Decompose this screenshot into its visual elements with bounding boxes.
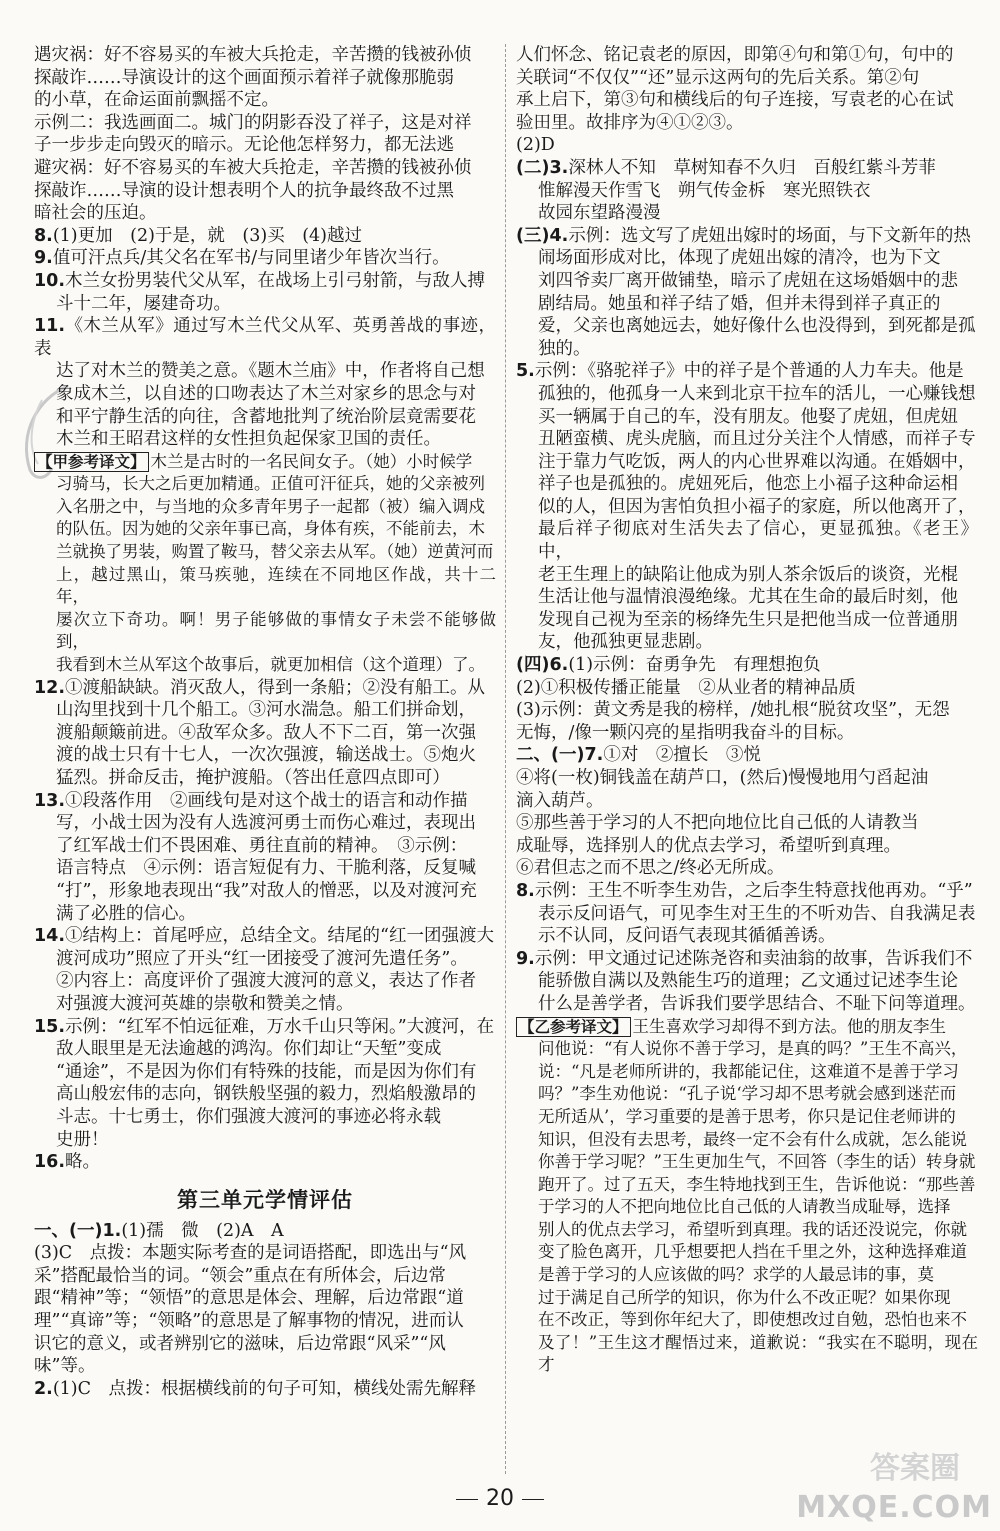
text-line: 采”搭配最恰当的词。“领会”重点在有所体会，后边常 — [34, 1265, 446, 1286]
text-line: 满了必胜的信心。 — [56, 903, 196, 924]
text-line: 对强渡大渡河英雄的崇敬和赞美之情。 — [56, 993, 354, 1014]
text-line: (3)示例：黄文秀是我的榜样，/她扎根“脱贫攻坚”，无怨 — [516, 700, 950, 721]
text-line: 关联词“不仅仅”“还”显示这两句的先后关系。第②句 — [516, 67, 920, 88]
text-line: 示例：王生不听李生劝告，之后李生特意找他再劝。“乎” — [534, 880, 973, 901]
answer-item — [34, 677, 496, 790]
text-line: 知识，但没有去思考，最终一定不会有什么成就，怎么能说 — [538, 1129, 967, 1149]
answer-item — [34, 925, 496, 1015]
text-line: (1)C 点拨：根据横线前的句子可知，横线处需先解释 — [52, 1378, 477, 1399]
text-line: 探敲诈……导演的设计想表明个人的抗争最终敌不过黑 — [34, 180, 454, 201]
text-line: 于学习的人不把向地位比自己低的人请教当成耻辱，选择 — [538, 1197, 951, 1217]
text-line: 说：“凡是老师所讲的，我都能记住，这难道不是善于学习 — [538, 1061, 959, 1081]
text-line: 示例：选文写了虎妞出嫁时的场面，与下文新年的热 — [568, 225, 971, 246]
text-line: 示例：《骆驼祥子》中的祥子是个普通的人力车夫。他是 — [534, 361, 964, 382]
text-line: 剧结局。她虽和祥子结了婚，但并未得到祥子真正的 — [538, 293, 941, 314]
question-number: 一、(一)1. — [34, 1220, 122, 1241]
question-number: (二)3. — [516, 157, 569, 178]
text-line: ④将(一枚)铜钱盖在葫芦口，(然后)慢慢地用勺舀起油 — [516, 768, 929, 788]
text-line: 的队伍。因为她的父亲年事已高，身体有疾，不能前去，木 — [56, 519, 485, 539]
text-line: 成耻辱，选择别人的优点去学习，希望听到真理。 — [516, 835, 901, 856]
question-number: 12. — [34, 677, 66, 698]
text-line: 及了！”王生这才醒悟过来，道歉说：“我实在不聪明，现在才 — [538, 1332, 978, 1375]
text-line: 孤独的，他孤身一人来到北京干拉车的活儿，一心赚钱想 — [538, 383, 976, 404]
text-line: 暗社会的压迫。 — [34, 203, 157, 224]
answer-text — [516, 812, 978, 857]
text-line: 识它的意义，或者辨别它的滋味，后边常跟“风采”“风 — [34, 1333, 446, 1354]
answer-text — [516, 699, 978, 744]
text-line: (3)C 点拨：本题实际考查的是词语搭配，即选出与“风 — [34, 1243, 467, 1264]
answer-item — [516, 157, 978, 225]
text-line: 示例：“红军不怕远征难，万水千山只等闲。”大渡河，在 — [65, 1016, 495, 1037]
answer-item — [34, 1378, 496, 1401]
question-number: 8. — [516, 880, 535, 901]
text-line: 问他说：“有人说你不善于学习，是真的吗？”王生不高兴， — [538, 1039, 968, 1059]
text-line: 象成木兰，以自述的口吻表达了木兰对家乡的思念与对 — [56, 383, 476, 404]
text-line: 发现自己视为至亲的杨绛先生只是把他当成一位普通朋 — [538, 609, 958, 630]
text-line: 表示反问语气，可见李生对王生的不听劝告、自我满足表 — [538, 903, 976, 924]
text-line: 无悔，/像一颗闪亮的星指明我奋斗的目标。 — [516, 722, 855, 743]
left-column — [34, 44, 496, 1400]
answer-text — [516, 44, 978, 134]
text-line: 示例二：我选画面二。城门的阴影吞没了祥子，这是对祥 — [34, 112, 472, 133]
question-number: 13. — [34, 790, 66, 811]
text-line: 独的。 — [538, 338, 591, 359]
answer-text — [516, 857, 978, 880]
answer-item — [34, 247, 496, 270]
text-line: 敌人眼里是无法逾越的鸿沟。你们却让“天堑”变成 — [56, 1039, 442, 1060]
text-line: 的小草，在命运面前飘摇不定。 — [34, 90, 279, 111]
text-line: 高山般宏伟的志向，钢铁般坚强的毅力，烈焰般激昂的 — [56, 1084, 476, 1105]
translation-tag: 【乙参考译文】 — [516, 1017, 631, 1037]
text-line: 最后祥子彻底对生活失去了信心，更显孤独。《老王》中， — [538, 519, 978, 563]
text-line: ①段落作用 ②画线句是对这个战士的语言和动作描 — [65, 790, 468, 811]
answer-text — [516, 767, 978, 812]
text-line: ⑤那些善于学习的人不把向地位比自己低的人请教当 — [516, 813, 919, 834]
text-line: 似的人，但因为害怕负担小福子的家庭，所以他离开了， — [538, 496, 976, 517]
question-number: 8. — [34, 225, 53, 246]
text-line: 生活让他与温情浪漫绝缘。尤其在生命的最后时刻，他 — [538, 587, 958, 608]
text-line: 别人的优点去学习，希望听到真理。我的话还没说完，你就 — [538, 1219, 967, 1239]
translation-block — [516, 1016, 978, 1378]
question-number: 10. — [34, 270, 66, 291]
text-line: 滴入葫芦。 — [516, 790, 604, 811]
text-line: 木兰是古时的一名民间女子。（她）小时候学 — [150, 451, 473, 471]
text-line: 验田里。故排序为④①②③。 — [516, 112, 744, 133]
answer-item — [516, 744, 978, 767]
text-line: 跟“精神”等；“领悟”的意思是体会、理解，后边常跟“道 — [34, 1288, 464, 1309]
text-line: 和平宁静生活的向往，含蓄地批判了统治阶层竟需要花 — [56, 406, 476, 427]
text-line: 是善于学习的人应该做的吗？求学的人最忌讳的事，莫 — [538, 1265, 934, 1285]
text-line: 避灾祸：好不容易买的车被大兵抢走，辛苦攒的钱被孙侦 — [34, 157, 472, 178]
question-number: (四)6. — [516, 655, 569, 676]
text-line: 惟解漫天作雪飞 朔气传金柝 寒光照铁衣 — [538, 180, 871, 201]
text-line: 友，他孤独更显悲剧。 — [538, 632, 713, 653]
answer-item — [516, 360, 978, 654]
translation-tag: 【甲参考译文】 — [34, 452, 149, 472]
text-line: 渡河成功”照应了开头“红一团接受了渡河先遣任务”。 — [56, 948, 468, 969]
text-line: (1)示例：奋勇争先 有理想抱负 — [568, 655, 821, 676]
text-line: (1)孺 微 (2)A A — [121, 1220, 284, 1241]
answer-text — [34, 44, 496, 112]
answer-item — [34, 790, 496, 926]
question-number: 15. — [34, 1016, 66, 1037]
text-line: 语言特点 ④示例：语言短促有力、干脆利落，反复喊 — [56, 858, 476, 879]
text-line: 注于靠力气吃饭，两人的内心世界难以沟通。在婚姻中， — [538, 451, 976, 472]
answer-item — [34, 1220, 496, 1243]
text-line: 什么是善学者，告诉我们要学思结合、不耻下问等道理。 — [538, 993, 976, 1014]
answer-item — [516, 654, 978, 677]
text-line: 理”“真谛”等；“领略”的意思是了解事物的情况，进而认 — [34, 1311, 464, 1332]
text-line: 你善于学习呢？”王生更加生气，不回答（李生的话）转身就 — [538, 1152, 976, 1172]
text-line: 人们怀念、铭记袁老的原因，即第④句和第①句，句中的 — [516, 45, 954, 65]
text-line: (2)①积极传播正能量 ②从业者的精神品质 — [516, 677, 856, 698]
text-line: 吗？”李生劝他说：“孔子说‘学习却不思考就会感到迷茫而 — [538, 1084, 957, 1104]
text-line: 爱，父亲也离她远去，她好像什么也没得到，到死都是孤 — [538, 316, 976, 337]
text-line: 味”等。 — [34, 1356, 96, 1377]
text-line: 猛烈。拼命反击，掩护渡船。（答出任意四点即可） — [56, 768, 450, 788]
text-line: 斗志。十七勇士，你们强渡大渡河的事迹必将永载 — [56, 1106, 441, 1127]
text-line: 深林人不知 草树知春不久归 百般红紫斗芳菲 — [568, 157, 936, 178]
text-line: 示不认同，反问语气表现其循循善诱。 — [538, 926, 836, 947]
text-line: 了红军战士们不畏困难、勇往直前的精神。 ③示例： — [56, 835, 468, 856]
answer-item — [516, 880, 978, 948]
answer-item — [34, 1016, 496, 1152]
question-number: 16. — [34, 1152, 66, 1173]
text-line: (2)D — [516, 135, 555, 156]
text-line: 略。 — [65, 1152, 101, 1173]
text-line: 无所适从’，学习重要的是善于思考，你只是记住老师讲的 — [538, 1106, 956, 1126]
question-number: 5. — [516, 361, 535, 382]
question-number: 9. — [34, 248, 53, 269]
text-line: 渡的战士只有十七人，一次次强渡，输送战士。⑤炮火 — [56, 745, 476, 766]
text-line: 上，越过黑山，策马疾驰，连续在不同地区作战，共十二年， — [56, 564, 496, 607]
text-line: 斗十二年，屡建奇功。 — [56, 293, 231, 314]
text-line: 祥子也是孤独的。虎妞死后，他恋上小福子这种命运相 — [538, 474, 958, 495]
text-line: 王生喜欢学习却得不到方法。他的朋友李生 — [632, 1016, 947, 1036]
answer-item — [34, 315, 496, 451]
answer-text — [34, 112, 496, 225]
answer-item — [516, 225, 978, 361]
text-line: 探敲诈……导演设计的这个画面预示着祥子就像那脆弱 — [34, 67, 454, 88]
text-line: 屡次立下奇功。啊！男子能够做的事情女子未尝不能够做到， — [56, 609, 496, 652]
right-column — [516, 44, 978, 1377]
text-line: 刘四爷卖厂离开做铺垫，暗示了虎妞在这场婚姻中的悲 — [538, 270, 958, 291]
text-line: 子一步步走向毁灭的暗示。无论他怎样努力，都无法逃 — [34, 135, 454, 156]
answer-item — [34, 270, 496, 315]
text-line: 值可汗点兵/其父名在军书/与同里诸少年皆次当行。 — [52, 248, 450, 269]
question-number: 14. — [34, 926, 66, 947]
answer-item — [34, 225, 496, 248]
question-number: 2. — [34, 1378, 53, 1399]
text-line: 示例：甲文通过记述陈尧咨和卖油翁的故事，告诉我们不 — [534, 948, 973, 969]
text-line: 承上启下，第③句和横线后的句子连接，写袁老的心在试 — [516, 90, 954, 111]
text-line: 达了对木兰的赞美之意。《题木兰庙》中，作者将自己想 — [56, 361, 485, 382]
answer-item — [34, 1151, 496, 1174]
text-line: 《木兰从军》通过写木兰代父从军、英勇善战的事迹，表 — [34, 316, 496, 359]
text-line: ②内容上：高度评价了强渡大渡河的意义，表达了作者 — [56, 971, 476, 992]
text-line: 在不改正，等到你年纪大了，即使想改过自勉，恐怕也来不 — [538, 1310, 967, 1330]
answer-text — [34, 1242, 496, 1378]
text-line: 木兰和王昭君这样的女性担负起保家卫国的责任。 — [56, 429, 441, 450]
page-number: 20 — [0, 1486, 1000, 1511]
watermark: MXQE.COM — [796, 1490, 992, 1525]
text-line: “通途”，不是因为你们有特殊的技能，而是因为你们有 — [56, 1061, 477, 1082]
text-line: 变了脸色离开，几乎想要把人挡在千里之外，这种选择难道 — [538, 1242, 967, 1262]
watermark-logo: 答案圈 — [870, 1451, 960, 1486]
text-line: (1)更加 (2)于是，就 (3)买 (4)越过 — [52, 225, 362, 246]
answer-text — [516, 134, 978, 157]
column-divider — [505, 44, 506, 1474]
section-title: 第三单元学情评估 — [177, 1187, 353, 1212]
text-line: 习骑马，长大之后更加精通。正值可汗征兵，她的父亲被列 — [56, 474, 485, 494]
text-line: 能骄傲自满以及熟能生巧的道理；乙文通过记述李生论 — [538, 971, 958, 992]
answer-item — [516, 948, 978, 1016]
text-line: 史册！ — [56, 1129, 109, 1150]
text-line: 写，小战士因为没有人选渡河勇士而伤心难过，表现出 — [56, 813, 476, 834]
answer-text — [516, 677, 978, 700]
question-number: 9. — [516, 948, 535, 969]
text-line: 入名册之中，与当地的众多青年男子一起都（被）编入调戍 — [56, 496, 485, 516]
text-line: ①渡船缺缺。消灭敌人，得到一条船；②没有船工。从 — [65, 677, 486, 698]
translation-block — [34, 451, 496, 677]
text-line: 渡船颠簸前进。④敌军众多。敌人不下二百，第一次强 — [56, 722, 476, 743]
text-line: 我看到木兰从军这个故事后，就更加相信（这个道理）了。 — [56, 655, 485, 675]
question-number: 11. — [34, 316, 66, 337]
text-line: 买一辆属于自己的车，没有朋友。他娶了虎妞，但虎妞 — [538, 406, 958, 427]
text-line: ①结构上：首尾呼应，总结全文。结尾的“红一团强渡大 — [65, 926, 494, 947]
text-line: 兰就换了男装，购置了鞍马，替父亲去从军。（她）逆黄河而 — [56, 542, 494, 562]
text-line: 闹场面形成对比，体现了虎妞出嫁的清冷，也为下文 — [538, 248, 941, 269]
text-line: “打”，形象地表现出“我”对敌人的憎恶，以及对渡河充 — [56, 880, 477, 901]
text-line: 跑开了。过了五天，李生特地找到王生，告诉他说：“那些善 — [538, 1174, 976, 1194]
text-line: 木兰女扮男装代父从军，在战场上引弓射箭，与敌人搏 — [65, 270, 486, 291]
text-line: 故园东望路漫漫 — [538, 203, 661, 224]
question-number: 二、(一)7. — [516, 745, 604, 766]
text-line: 山沟里找到十几个船工。③河水湍急。船工们拼命划， — [56, 700, 476, 721]
question-number: (三)4. — [516, 225, 569, 246]
text-line: ⑥君但志之而不思之/终必无所成。 — [516, 858, 785, 879]
text-line: 遇灾祸：好不容易买的车被大兵抢走，辛苦攒的钱被孙侦 — [34, 45, 472, 65]
text-line: 老王生理上的缺陷让他成为别人茶余饭后的谈资，光棍 — [538, 564, 958, 585]
text-line: 过于满足自己所学的知识，你为什么不改正呢？如果你现 — [538, 1287, 951, 1307]
text-line: ①对 ②擅长 ③悦 — [603, 745, 761, 766]
text-line: 丑陋蛮横、虎头虎脑，而且过分关注个人情感，而祥子专 — [538, 429, 976, 450]
